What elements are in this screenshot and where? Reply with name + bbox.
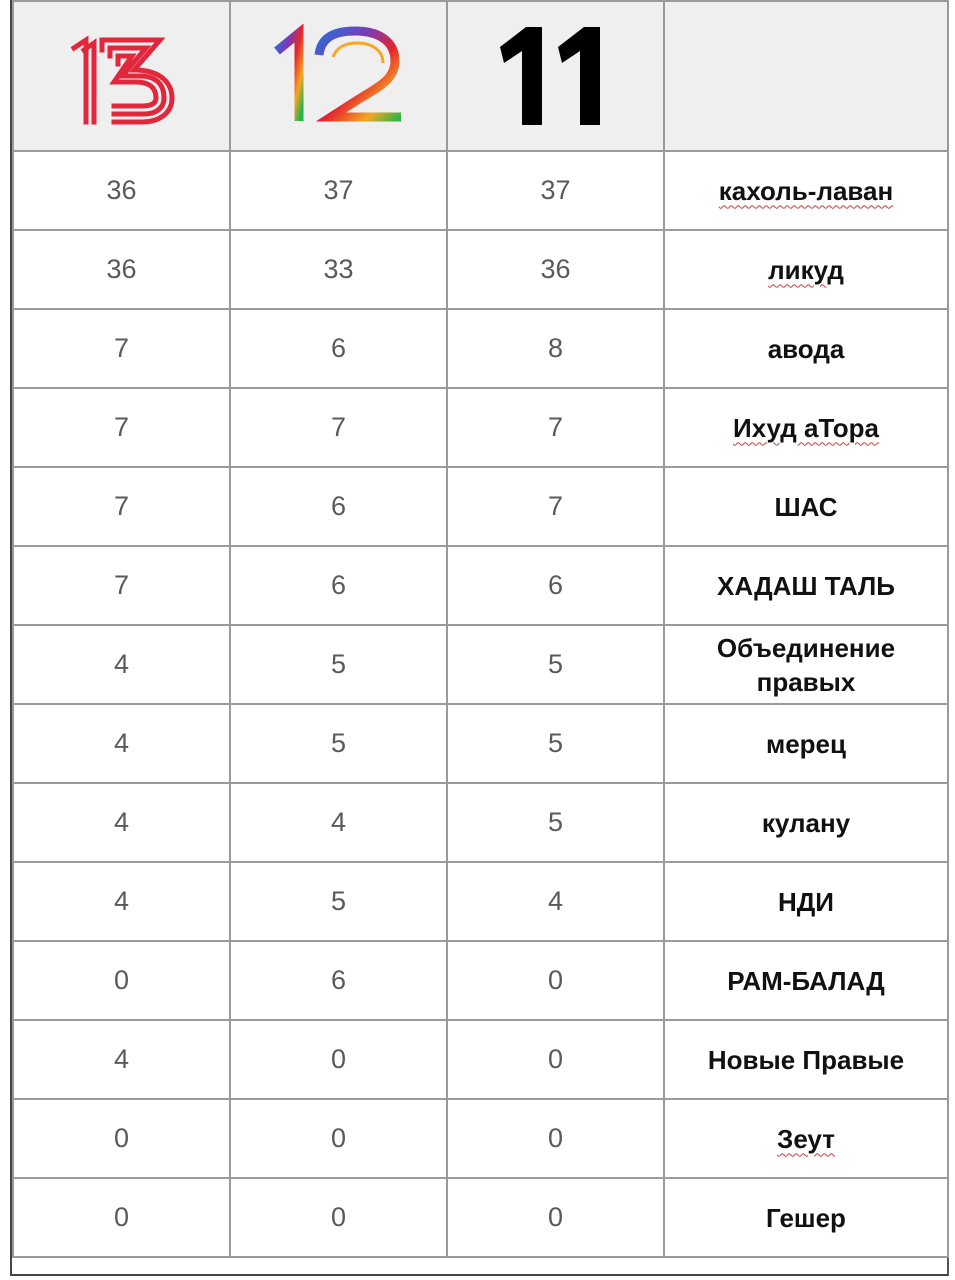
header-cell-party <box>664 1 948 151</box>
table-row <box>13 1178 948 1257</box>
table-row <box>13 862 948 941</box>
seats-ch11: 7 <box>447 467 664 546</box>
party-name: мерец <box>765 728 847 759</box>
seats-ch12: 6 <box>230 546 447 625</box>
party-name-cell <box>664 467 948 546</box>
seats-ch12: 33 <box>230 230 447 309</box>
table-row <box>13 783 948 862</box>
seats-ch12: 6 <box>230 467 447 546</box>
seats-ch12: 0 <box>230 1099 447 1178</box>
seats-ch11: 0 <box>447 1020 664 1099</box>
seats-ch13: 4 <box>13 625 230 704</box>
party-name-cell <box>664 1020 948 1099</box>
table-row <box>13 941 948 1020</box>
table-row <box>13 309 948 388</box>
channel-12-logo <box>231 2 446 150</box>
party-name-cell <box>664 546 948 625</box>
table-row <box>13 388 948 467</box>
seats-ch11: 5 <box>447 625 664 704</box>
party-name: Объединение правых <box>716 632 896 697</box>
seats-ch11: 0 <box>447 1099 664 1178</box>
table-row <box>13 467 948 546</box>
seats-ch13: 4 <box>13 783 230 862</box>
party-name: кахоль-лаван <box>718 175 894 206</box>
channel-13-logo <box>14 2 229 150</box>
channel-11-logo <box>448 2 663 150</box>
party-name-cell <box>664 230 948 309</box>
seats-ch11: 4 <box>447 862 664 941</box>
seats-ch12: 37 <box>230 151 447 230</box>
seats-ch13: 0 <box>13 941 230 1020</box>
seats-ch11: 36 <box>447 230 664 309</box>
table-row <box>13 546 948 625</box>
seats-ch13: 4 <box>13 862 230 941</box>
party-name: авода <box>767 333 845 364</box>
party-name-cell <box>664 941 948 1020</box>
seats-ch12: 7 <box>230 388 447 467</box>
party-name: РАМ-БАЛАД <box>727 965 885 996</box>
seats-ch12: 5 <box>230 625 447 704</box>
seats-ch12: 0 <box>230 1178 447 1257</box>
party-name-cell <box>664 388 948 467</box>
party-name: Гешер <box>766 1202 846 1233</box>
seats-ch13: 0 <box>13 1178 230 1257</box>
seats-ch11: 0 <box>447 941 664 1020</box>
header-cell-ch11 <box>447 1 664 151</box>
seats-ch12: 4 <box>230 783 447 862</box>
seats-ch12: 5 <box>230 704 447 783</box>
party-name: Ихуд аТора <box>733 412 879 443</box>
seats-ch13: 36 <box>13 151 230 230</box>
seats-ch13: 7 <box>13 546 230 625</box>
table-row <box>13 151 948 230</box>
seats-ch11: 37 <box>447 151 664 230</box>
party-name: ШАС <box>774 491 838 522</box>
header-row <box>13 1 948 151</box>
seats-ch13: 7 <box>13 467 230 546</box>
table-row <box>13 230 948 309</box>
seats-ch11: 0 <box>447 1178 664 1257</box>
party-name-cell <box>664 1178 948 1257</box>
seats-ch13: 4 <box>13 704 230 783</box>
seats-ch13: 36 <box>13 230 230 309</box>
seats-ch12: 6 <box>230 941 447 1020</box>
table-row <box>13 704 948 783</box>
poll-table <box>12 0 949 1258</box>
seats-ch13: 0 <box>13 1099 230 1178</box>
seats-ch12: 5 <box>230 862 447 941</box>
party-name: ликуд <box>768 254 844 285</box>
seats-ch11: 5 <box>447 783 664 862</box>
header-cell-ch12 <box>230 1 447 151</box>
party-name: кулану <box>761 807 851 838</box>
seats-ch11: 5 <box>447 704 664 783</box>
party-name-cell <box>664 151 948 230</box>
seats-ch11: 8 <box>447 309 664 388</box>
party-name: Новые Правые <box>707 1044 905 1075</box>
party-name: Зеут <box>777 1123 835 1154</box>
seats-ch11: 7 <box>447 388 664 467</box>
party-name-cell <box>664 862 948 941</box>
party-name-cell <box>664 783 948 862</box>
seats-ch13: 7 <box>13 309 230 388</box>
table-row <box>13 1020 948 1099</box>
header-cell-ch13 <box>13 1 230 151</box>
party-name-cell <box>664 1099 948 1178</box>
party-name-cell <box>664 625 948 704</box>
party-name-cell <box>664 704 948 783</box>
seats-ch13: 4 <box>13 1020 230 1099</box>
seats-ch12: 0 <box>230 1020 447 1099</box>
party-name-cell <box>664 309 948 388</box>
seats-ch11: 6 <box>447 546 664 625</box>
table-row <box>13 625 948 704</box>
seats-ch12: 6 <box>230 309 447 388</box>
party-name: ХАДАШ ТАЛЬ <box>716 570 895 601</box>
party-name: НДИ <box>778 886 834 917</box>
table-row <box>13 1099 948 1178</box>
seats-ch13: 7 <box>13 388 230 467</box>
